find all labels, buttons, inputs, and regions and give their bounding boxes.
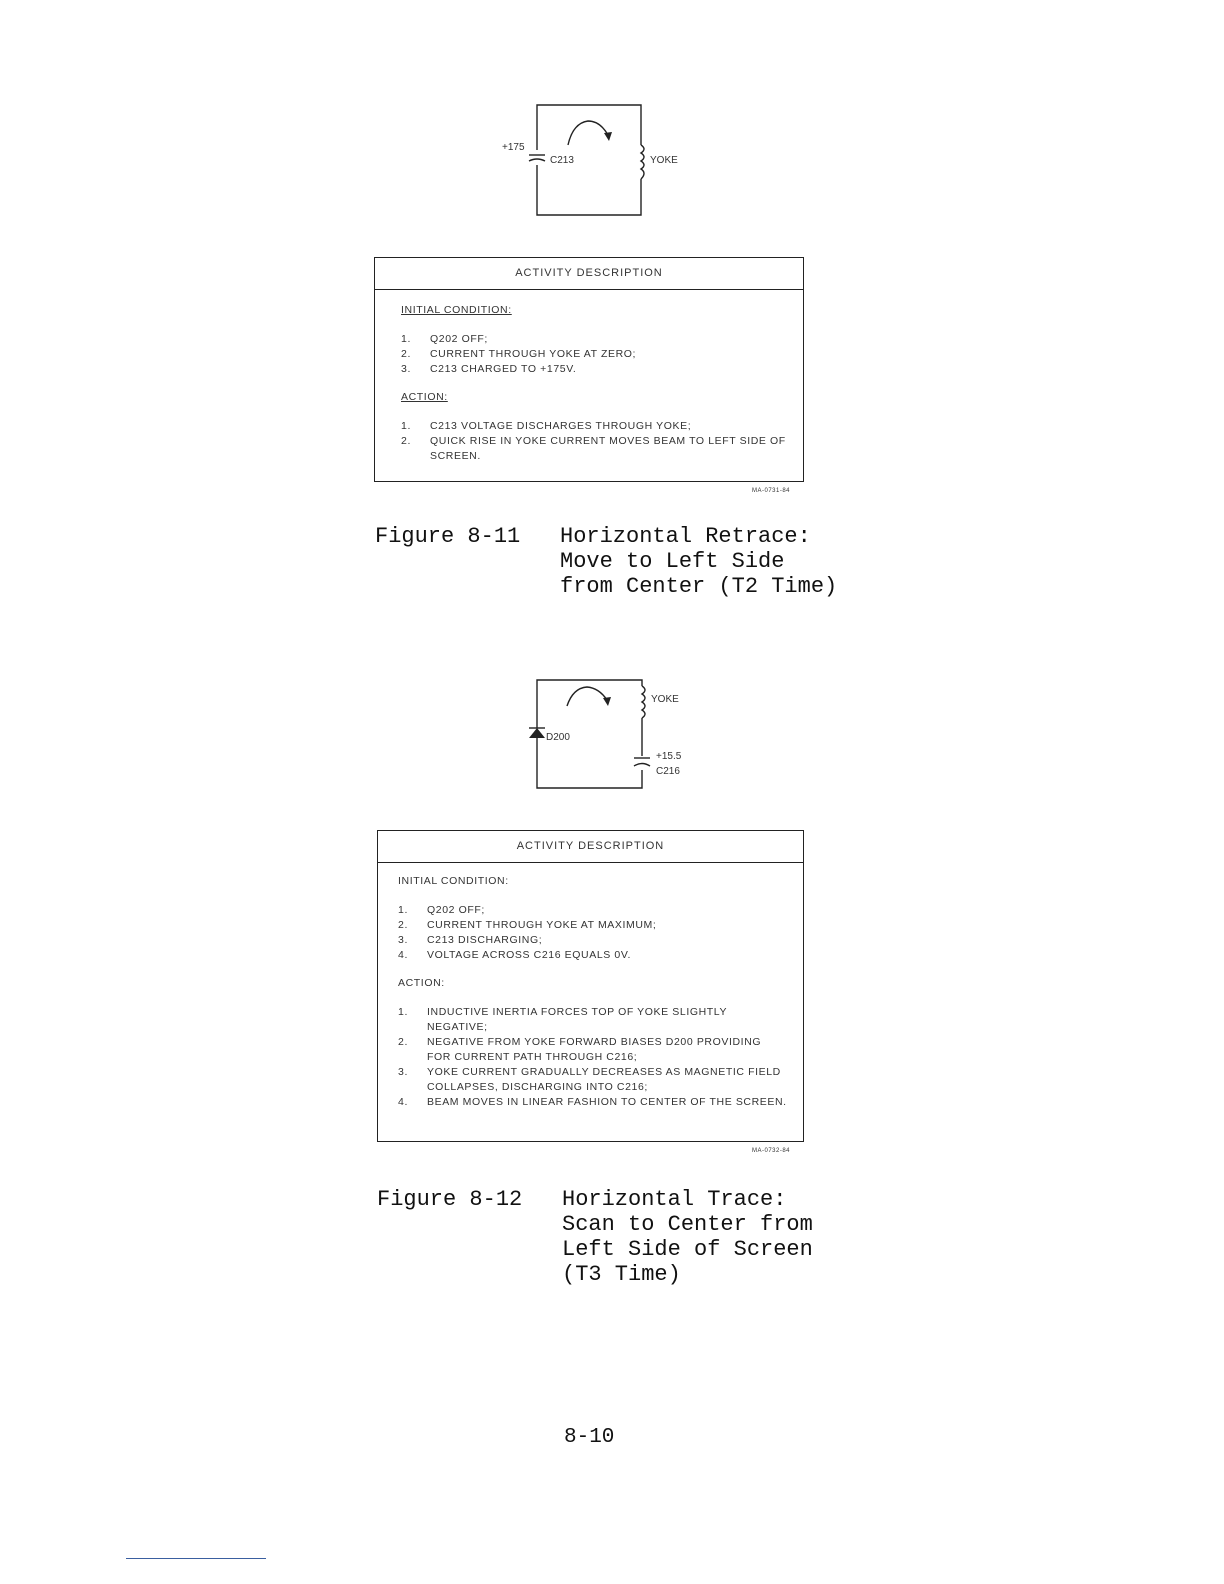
action-heading: ACTION:	[398, 977, 445, 989]
figure-code-mark: MA-0731-84	[752, 488, 791, 494]
circuit-wire	[537, 738, 642, 788]
figure-title-line: (T3 Time)	[562, 1262, 681, 1287]
list-item: 1. C213 VOLTAGE DISCHARGES THROUGH YOKE;	[401, 420, 692, 432]
capacitor-plate-curved	[529, 159, 545, 161]
initial-condition-heading: INITIAL CONDITION:	[401, 304, 512, 316]
voltage-label: +175	[502, 142, 525, 153]
figure-label: Figure 8-11	[375, 524, 521, 549]
figure-label: Figure 8-12	[377, 1187, 523, 1212]
figure-title-line: Move to Left Side	[560, 549, 785, 574]
activity-description-title: ACTIVITY DESCRIPTION	[375, 258, 803, 290]
current-arc	[568, 121, 608, 145]
list-item: 1. Q202 OFF;	[401, 333, 488, 345]
list-item: 3. C213 CHARGED TO +175V.	[401, 363, 577, 375]
arrow-head-icon	[604, 132, 612, 141]
list-item: 2. CURRENT THROUGH YOKE AT MAXIMUM;	[398, 919, 657, 931]
capacitor-plate-curved	[634, 764, 650, 767]
figure-title-line: from Center (T2 Time)	[560, 574, 838, 599]
arrow-head-icon	[603, 697, 611, 706]
figure-title-line: Left Side of Screen	[562, 1237, 813, 1262]
schematic-figure-8-12	[515, 670, 715, 800]
initial-condition-heading: INITIAL CONDITION:	[398, 875, 509, 887]
capacitor-label: C213	[550, 155, 574, 166]
voltage-label: +15.5	[656, 751, 682, 762]
activity-description-title: ACTIVITY DESCRIPTION	[378, 831, 803, 863]
schematic-figure-8-11	[490, 95, 710, 225]
list-item: 3. C213 DISCHARGING;	[398, 934, 543, 946]
inductor-coil	[641, 145, 644, 179]
page-number: 8-10	[564, 1426, 615, 1449]
activity-description-box	[377, 830, 804, 1142]
diode-label: D200	[546, 732, 570, 743]
capacitor-label: C216	[656, 766, 680, 777]
figure-code-mark: MA-0732-84	[752, 1148, 791, 1154]
circuit-wire	[537, 105, 641, 150]
list-item: 4. VOLTAGE ACROSS C216 EQUALS 0V.	[398, 949, 631, 961]
list-item: 1. Q202 OFF;	[398, 904, 485, 916]
inductor-coil	[642, 686, 645, 718]
list-item: 2. NEGATIVE FROM YOKE FORWARD BIASES D200 PROVIDING FOR CURRENT PATH THROUGH C216;	[398, 1036, 762, 1063]
activity-description-body	[398, 874, 787, 1110]
circuit-wire	[537, 165, 641, 215]
list-item: 3. YOKE CURRENT GRADUALLY DECREASES AS MAGNETIC FIELD COLLAPSES, DISCHARGING INTO C216;	[398, 1066, 781, 1093]
diode-icon	[529, 728, 545, 738]
initial-condition-list	[401, 332, 787, 377]
activity-description-box	[374, 257, 804, 482]
list-item: 2. CURRENT THROUGH YOKE AT ZERO;	[401, 348, 637, 360]
inductor-label: YOKE	[651, 694, 679, 705]
list-item: 2. QUICK RISE IN YOKE CURRENT MOVES BEAM TO LEFT SIDE OF SCREEN.	[401, 435, 786, 462]
action-heading: ACTION:	[401, 391, 448, 403]
footnote-rule	[126, 1558, 266, 1559]
action-list	[398, 1005, 787, 1110]
figure-title-line: Scan to Center from	[562, 1212, 813, 1237]
initial-condition-list	[398, 903, 787, 963]
figure-title-line: Horizontal Trace:	[562, 1187, 787, 1212]
list-item: 4. BEAM MOVES IN LINEAR FASHION TO CENTER OF THE SCREEN.	[398, 1096, 787, 1108]
figure-title-line: Horizontal Retrace:	[560, 524, 811, 549]
action-list	[401, 419, 787, 464]
current-arc	[567, 687, 607, 706]
list-item: 1. INDUCTIVE INERTIA FORCES TOP OF YOKE SLIGHTLY NEGATIVE;	[398, 1006, 727, 1033]
inductor-label: YOKE	[650, 155, 678, 166]
activity-description-body	[401, 303, 787, 477]
